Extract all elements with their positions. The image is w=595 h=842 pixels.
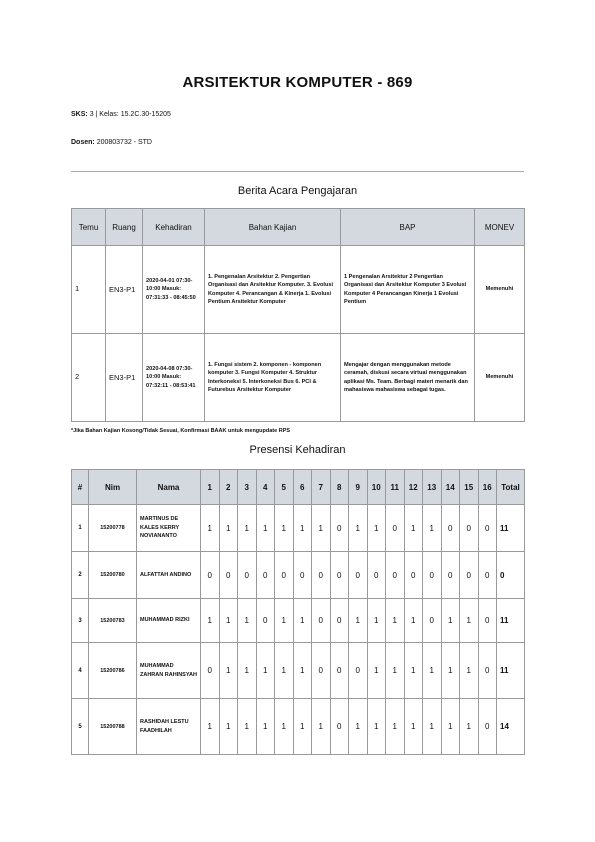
col-header: Bahan Kajian <box>205 209 341 246</box>
dosen-value: 200803732 - STD <box>96 139 152 146</box>
attendance-cell: 1 <box>441 599 460 643</box>
sks-info <box>71 111 171 118</box>
row-number-cell: 1 <box>72 505 89 552</box>
col-header: Nama <box>137 470 201 505</box>
attendance-cell: 1 <box>386 699 405 755</box>
attendance-cell: 1 <box>201 699 220 755</box>
bap-note: *Jika Bahan Kajian Kosong/Tidak Sesuai, Konfirmasi BAAK untuk mengupdate RPS <box>71 428 291 434</box>
col-header: 16 <box>478 470 497 505</box>
attendance-cell: 1 <box>423 643 442 699</box>
col-header: # <box>72 470 89 505</box>
attendance-cell: 1 <box>201 505 220 552</box>
nim-cell: 15200783 <box>89 599 137 643</box>
sks-label: SKS: <box>71 111 88 118</box>
col-header: 8 <box>330 470 349 505</box>
nama-cell: ALFATTAH ANDINO <box>137 552 201 599</box>
attendance-cell: 0 <box>367 552 386 599</box>
attendance-cell: 0 <box>312 643 331 699</box>
attendance-cell: 0 <box>256 552 275 599</box>
divider <box>71 171 524 172</box>
presensi-table <box>71 469 525 755</box>
attendance-cell: 0 <box>201 643 220 699</box>
ruang-cell: EN3-P1 <box>106 246 143 334</box>
col-header: BAP <box>341 209 475 246</box>
attendance-cell: 1 <box>441 643 460 699</box>
attendance-cell: 0 <box>330 505 349 552</box>
attendance-cell: 1 <box>367 643 386 699</box>
col-header: 5 <box>275 470 294 505</box>
attendance-cell: 1 <box>256 505 275 552</box>
col-header: 6 <box>293 470 312 505</box>
attendance-cell: 0 <box>478 599 497 643</box>
table-row <box>72 505 525 552</box>
kehadiran-cell: 2020-04-08 07:30-10:00 Masuk: 07:32:11 - 08:53:41 <box>143 334 205 422</box>
monev-cell: Memenuhi <box>475 334 525 422</box>
attendance-cell: 0 <box>460 552 479 599</box>
attendance-cell: 1 <box>219 699 238 755</box>
col-header: 11 <box>386 470 405 505</box>
total-cell: 0 <box>497 552 525 599</box>
attendance-cell: 1 <box>441 699 460 755</box>
ruang-cell: EN3-P1 <box>106 334 143 422</box>
nama-cell: MUHAMMAD ZAHRAN RAHINSYAH <box>137 643 201 699</box>
col-header: 12 <box>404 470 423 505</box>
total-cell: 11 <box>497 505 525 552</box>
col-header: 10 <box>367 470 386 505</box>
nama-cell: MARTINUS DE KALES KERRY NOVIANANTO <box>137 505 201 552</box>
total-cell: 11 <box>497 599 525 643</box>
nim-cell: 15200780 <box>89 552 137 599</box>
attendance-cell: 0 <box>478 699 497 755</box>
sks-value: 3 | Kelas: 15.2C.30-15205 <box>89 111 171 118</box>
attendance-cell: 1 <box>219 643 238 699</box>
attendance-cell: 0 <box>441 505 460 552</box>
section-title-bap: Berita Acara Pengajaran <box>237 185 358 197</box>
attendance-cell: 1 <box>275 505 294 552</box>
attendance-cell: 1 <box>293 643 312 699</box>
attendance-cell: 0 <box>349 552 368 599</box>
col-header: 1 <box>201 470 220 505</box>
row-number-cell: 3 <box>72 599 89 643</box>
row-number-cell: 4 <box>72 643 89 699</box>
bap-header-row <box>72 209 525 246</box>
section-title-presensi: Presensi Kehadiran <box>249 444 346 456</box>
col-header: 2 <box>219 470 238 505</box>
nama-cell: RASHIDAH LESTU FAADHILAH <box>137 699 201 755</box>
attendance-cell: 0 <box>478 552 497 599</box>
table-row <box>72 552 525 599</box>
attendance-cell: 1 <box>238 505 257 552</box>
attendance-cell: 0 <box>330 599 349 643</box>
attendance-cell: 0 <box>275 552 294 599</box>
attendance-cell: 1 <box>293 505 312 552</box>
col-header: 7 <box>312 470 331 505</box>
attendance-cell: 0 <box>349 643 368 699</box>
attendance-cell: 0 <box>201 552 220 599</box>
attendance-cell: 0 <box>386 505 405 552</box>
attendance-cell: 0 <box>312 599 331 643</box>
col-header: 3 <box>238 470 257 505</box>
dosen-label: Dosen: <box>71 139 95 146</box>
attendance-cell: 1 <box>367 505 386 552</box>
bahan-kajian-cell: 1. Fungsi sistem 2. komponen - komponen komputer 3. Fungsi Komputer 4. Struktur Interkoneksi 5. Interkoneksi Bus 6. PCI & Futurebus Arsitektur Komputer <box>205 334 341 422</box>
attendance-cell: 1 <box>293 599 312 643</box>
col-header: Ruang <box>106 209 143 246</box>
col-header: 15 <box>460 470 479 505</box>
dosen-info <box>71 139 152 146</box>
attendance-cell: 1 <box>238 699 257 755</box>
col-header: Temu <box>72 209 106 246</box>
attendance-cell: 0 <box>256 599 275 643</box>
attendance-cell: 0 <box>386 552 405 599</box>
attendance-cell: 0 <box>330 643 349 699</box>
attendance-cell: 1 <box>275 643 294 699</box>
attendance-cell: 0 <box>441 552 460 599</box>
bap-cell: 1 Pengenalan Arsitektur 2 Pengertian Organisasi dan Arsitektur Komputer 3 Evolusi Komputer 4 Perancangan Kinerja 1 Evolusi Pentium <box>341 246 475 334</box>
col-header: Total <box>497 470 525 505</box>
attendance-cell: 1 <box>404 505 423 552</box>
attendance-cell: 1 <box>367 599 386 643</box>
table-row <box>72 599 525 643</box>
col-header: 9 <box>349 470 368 505</box>
attendance-cell: 1 <box>460 643 479 699</box>
attendance-cell: 1 <box>312 699 331 755</box>
attendance-cell: 1 <box>275 599 294 643</box>
attendance-cell: 1 <box>404 643 423 699</box>
attendance-cell: 1 <box>349 599 368 643</box>
attendance-cell: 1 <box>219 505 238 552</box>
nim-cell: 15200778 <box>89 505 137 552</box>
nim-cell: 15200788 <box>89 699 137 755</box>
table-row <box>72 246 525 334</box>
col-header: MONEV <box>475 209 525 246</box>
attendance-cell: 0 <box>219 552 238 599</box>
attendance-cell: 0 <box>404 552 423 599</box>
attendance-cell: 0 <box>330 552 349 599</box>
attendance-cell: 1 <box>386 643 405 699</box>
attendance-cell: 1 <box>404 699 423 755</box>
col-header: 14 <box>441 470 460 505</box>
row-number-cell: 2 <box>72 552 89 599</box>
temu-cell: 2 <box>72 334 106 422</box>
attendance-cell: 1 <box>238 643 257 699</box>
attendance-cell: 1 <box>349 699 368 755</box>
col-header: Nim <box>89 470 137 505</box>
attendance-cell: 1 <box>219 599 238 643</box>
attendance-cell: 0 <box>423 552 442 599</box>
table-row <box>72 334 525 422</box>
attendance-cell: 1 <box>201 599 220 643</box>
col-header: Kehadiran <box>143 209 205 246</box>
temu-cell: 1 <box>72 246 106 334</box>
presensi-body <box>72 505 525 755</box>
nim-cell: 15200786 <box>89 643 137 699</box>
attendance-cell: 1 <box>423 699 442 755</box>
monev-cell: Memenuhi <box>475 246 525 334</box>
attendance-cell: 1 <box>367 699 386 755</box>
attendance-cell: 0 <box>238 552 257 599</box>
attendance-cell: 0 <box>460 505 479 552</box>
attendance-cell: 1 <box>404 599 423 643</box>
bahan-kajian-cell: 1. Pengenalan Arsitektur 2. Pengertian Organisasi dan Arsitektur Komputer. 3. Evolusi Komputer 4. Perancangan & Kinerja 1. Evolusi Pentium Arsitektur Komputer <box>205 246 341 334</box>
col-header: 13 <box>423 470 442 505</box>
attendance-cell: 0 <box>312 552 331 599</box>
attendance-cell: 1 <box>275 699 294 755</box>
presensi-header-row <box>72 470 525 505</box>
attendance-cell: 0 <box>478 643 497 699</box>
kehadiran-cell: 2020-04-01 07:30-10:00 Masuk: 07:31:33 - 08:45:50 <box>143 246 205 334</box>
bap-table <box>71 208 525 422</box>
bap-cell: Mengajar dengan menggunakan metode ceramah, diskusi secara virtual menggunakan aplikasi Ms. Team. Berbagi materi menarik dan mahasiswa mahasiswa sebagai tugas. <box>341 334 475 422</box>
attendance-cell: 1 <box>312 505 331 552</box>
total-cell: 11 <box>497 643 525 699</box>
total-cell: 14 <box>497 699 525 755</box>
col-header: 4 <box>256 470 275 505</box>
attendance-cell: 0 <box>330 699 349 755</box>
table-row <box>72 643 525 699</box>
table-row <box>72 699 525 755</box>
nama-cell: MUHAMMAD RIZKI <box>137 599 201 643</box>
attendance-cell: 1 <box>386 599 405 643</box>
page-title: ARSITEKTUR KOMPUTER - 869 <box>182 74 413 91</box>
attendance-cell: 1 <box>238 599 257 643</box>
attendance-cell: 1 <box>460 699 479 755</box>
row-number-cell: 5 <box>72 699 89 755</box>
attendance-cell: 1 <box>349 505 368 552</box>
attendance-cell: 1 <box>293 699 312 755</box>
attendance-cell: 0 <box>423 599 442 643</box>
attendance-cell: 1 <box>256 643 275 699</box>
attendance-cell: 0 <box>293 552 312 599</box>
attendance-cell: 1 <box>460 599 479 643</box>
attendance-cell: 1 <box>256 699 275 755</box>
attendance-cell: 1 <box>423 505 442 552</box>
attendance-cell: 0 <box>478 505 497 552</box>
